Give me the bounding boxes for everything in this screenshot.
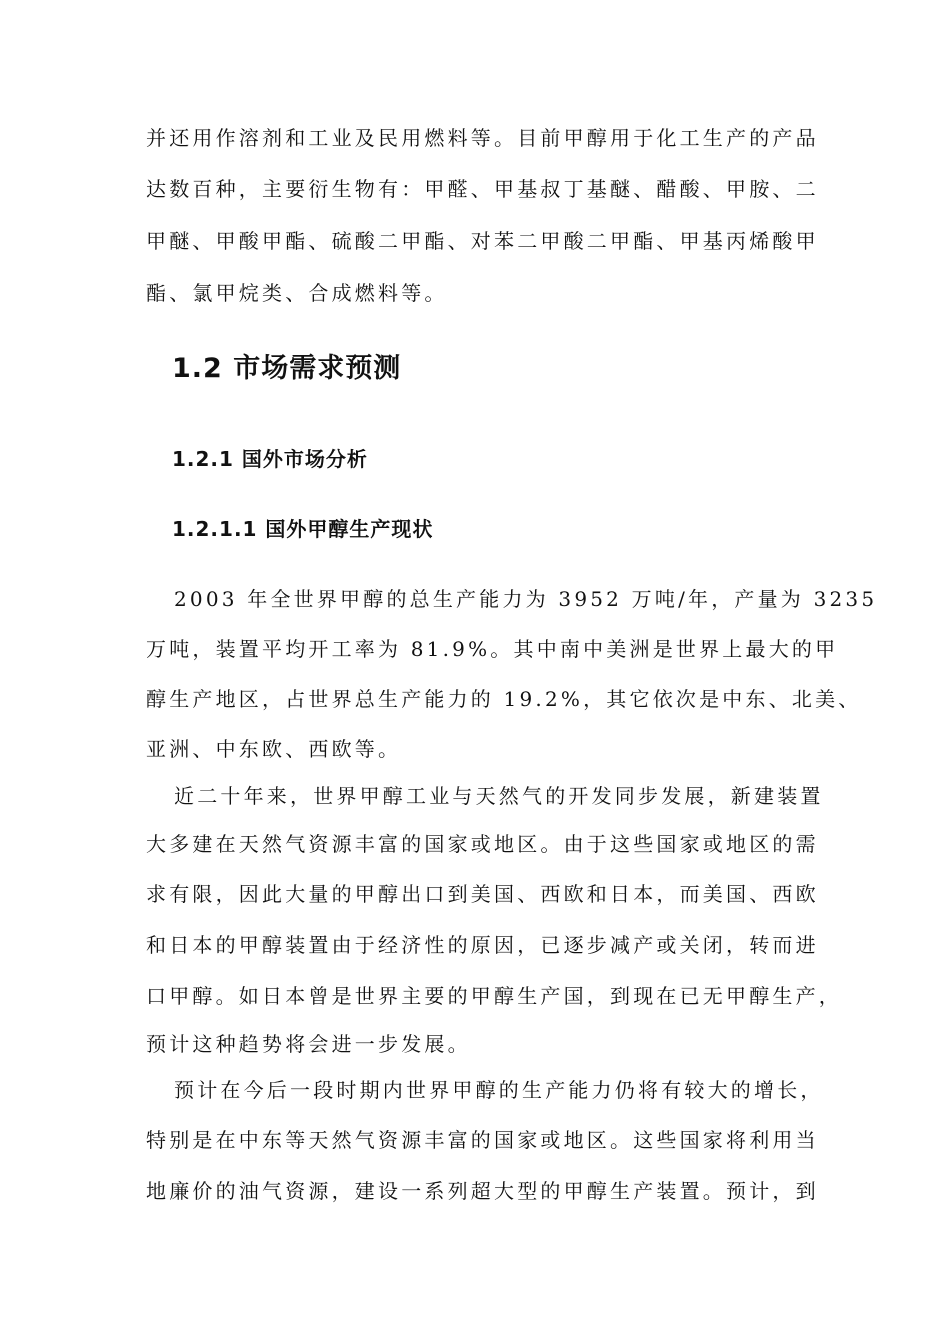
text-line: 并还用作溶剂和工业及民用燃料等。目前甲醇用于化工生产的产品 [146, 126, 819, 150]
text-line: 万吨，装置平均开工率为 81.9%。其中南中美洲是世界上最大的甲 [146, 637, 839, 661]
subsubsection-heading: 1.2.1.1 国外甲醇生产现状 [172, 517, 434, 541]
text-line: 2003 年全世界甲醇的总生产能力为 3952 万吨/年，产量为 3235 [174, 587, 878, 611]
subsection-heading: 1.2.1 国外市场分析 [172, 447, 368, 471]
text-line: 口甲醇。如日本曾是世界主要的甲醇生产国，到现在已无甲醇生产， [146, 984, 842, 1008]
text-line: 达数百种，主要衍生物有：甲醛、甲基叔丁基醚、醋酸、甲胺、二 [146, 177, 819, 201]
text-line: 近二十年来，世界甲醇工业与天然气的开发同步发展，新建装置 [174, 784, 824, 808]
text-line: 亚洲、中东欧、西欧等。 [146, 737, 402, 761]
text-line: 和日本的甲醇装置由于经济性的原因，已逐步减产或关闭，转而进 [146, 933, 819, 957]
text-line: 预计在今后一段时期内世界甲醇的生产能力仍将有较大的增长， [174, 1078, 824, 1102]
text-line: 特别是在中东等天然气资源丰富的国家或地区。这些国家将利用当 [146, 1128, 819, 1152]
text-line: 醇生产地区，占世界总生产能力的 19.2%，其它依次是中东、北美、 [146, 687, 862, 711]
section-heading: 1.2 市场需求预测 [172, 353, 402, 384]
text-line: 求有限，因此大量的甲醇出口到美国、西欧和日本，而美国、西欧 [146, 882, 819, 906]
text-line: 地廉价的油气资源，建设一系列超大型的甲醇生产装置。预计，到 [146, 1179, 819, 1203]
text-line: 甲醚、甲酸甲酯、硫酸二甲酯、对苯二甲酸二甲酯、甲基丙烯酸甲 [146, 229, 819, 253]
text-line: 预计这种趋势将会进一步发展。 [146, 1032, 471, 1056]
text-line: 酯、氯甲烷类、合成燃料等。 [146, 281, 448, 305]
text-line: 大多建在天然气资源丰富的国家或地区。由于这些国家或地区的需 [146, 832, 819, 856]
